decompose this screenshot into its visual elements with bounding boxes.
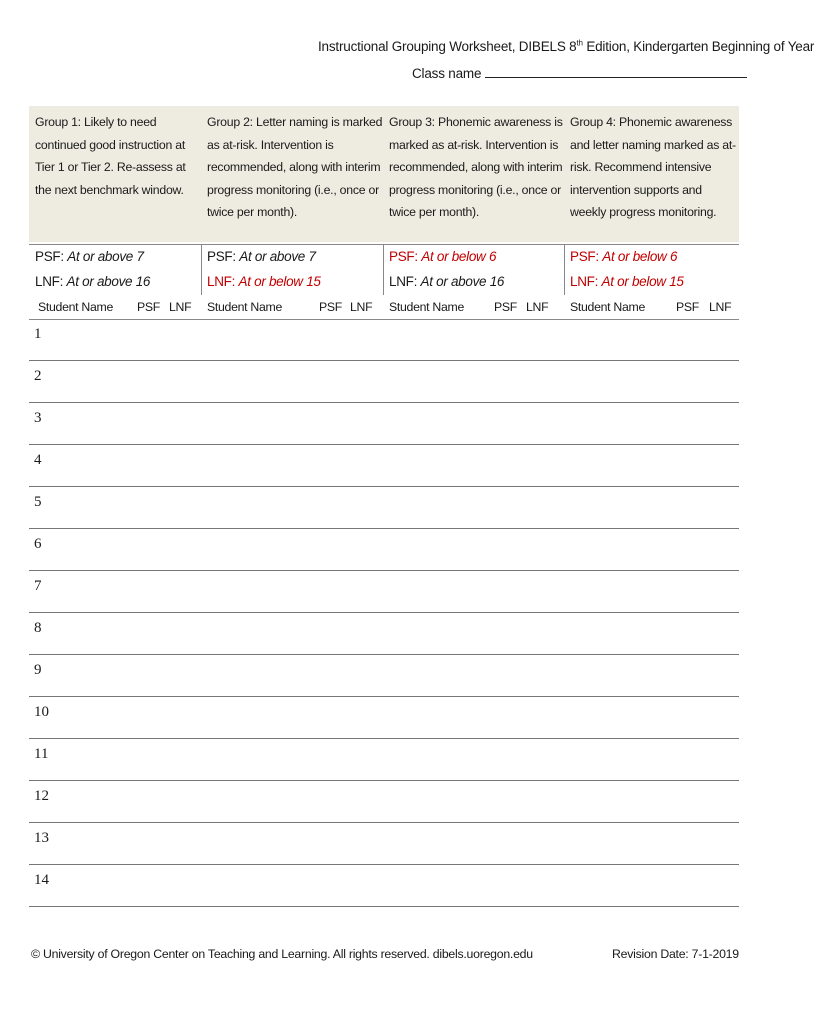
group-2-lnf-criterion: LNF: At or below 15	[207, 274, 321, 289]
table-row[interactable]	[29, 654, 739, 697]
group-3-psf-criterion: PSF: At or below 6	[389, 249, 497, 264]
column-divider	[383, 245, 384, 295]
row-number: 14	[34, 872, 49, 888]
row-number: 11	[34, 746, 49, 762]
table-row[interactable]	[29, 738, 739, 781]
lnf-header: LNF	[350, 300, 373, 314]
table-row[interactable]	[29, 612, 739, 655]
student-name-header: Student Name	[570, 300, 646, 314]
student-name-header: Student Name	[389, 300, 465, 314]
table-row[interactable]	[29, 864, 739, 907]
group-2-description: Group 2: Letter naming is marked as at-risk. Intervention is recommended, along with interim progress monitoring (i.e., once or twice per month).	[207, 115, 383, 219]
table-row[interactable]	[29, 780, 739, 823]
class-name-label: Class name	[412, 66, 482, 81]
psf-header: PSF	[676, 300, 700, 314]
row-number: 7	[34, 578, 42, 594]
worksheet-title: Instructional Grouping Worksheet, DIBELS 8th Edition, Kindergarten Beginning of Year	[318, 38, 814, 54]
group-1-description: Group 1: Likely to need continued good instruction at Tier 1 or Tier 2. Re-assess at the next benchmark window.	[35, 115, 186, 197]
table-row[interactable]	[29, 528, 739, 571]
group-4-lnf-criterion: LNF: At or below 15	[570, 274, 684, 289]
class-name-line	[412, 64, 747, 81]
table-row[interactable]	[29, 318, 739, 361]
student-name-header: Student Name	[38, 300, 114, 314]
column-divider	[201, 245, 202, 295]
table-row[interactable]	[29, 486, 739, 529]
group-1-lnf-criterion: LNF: At or above 16	[35, 274, 151, 289]
criteria-section	[29, 244, 739, 320]
table-row[interactable]	[29, 444, 739, 487]
row-number: 6	[34, 536, 42, 552]
table-row[interactable]	[29, 402, 739, 445]
row-number: 12	[34, 788, 49, 804]
group-4-psf-criterion: PSF: At or below 6	[570, 249, 678, 264]
row-number: 5	[34, 494, 42, 510]
group-4-description: Group 4: Phonemic awareness and letter naming marked as at-risk. Recommend intensive intervention supports and weekly progress monitoring.	[570, 115, 736, 219]
row-number: 4	[34, 452, 42, 468]
table-row[interactable]	[29, 360, 739, 403]
row-number: 3	[34, 410, 42, 426]
group-2-psf-criterion: PSF: At or above 7	[207, 249, 316, 264]
psf-header: PSF	[319, 300, 343, 314]
row-number: 8	[34, 620, 42, 636]
psf-header: PSF	[494, 300, 518, 314]
psf-header: PSF	[137, 300, 161, 314]
table-row[interactable]	[29, 570, 739, 613]
column-divider	[564, 245, 565, 295]
table-row[interactable]	[29, 822, 739, 865]
group-1-psf-criterion: PSF: At or above 7	[35, 249, 144, 264]
copyright-footer: © University of Oregon Center on Teaching and Learning. All rights reserved. dibels.uoregon.edu	[31, 947, 533, 961]
row-number: 9	[34, 662, 42, 678]
student-name-header: Student Name	[207, 300, 283, 314]
group-descriptions-panel	[29, 106, 739, 242]
row-number: 2	[34, 368, 42, 384]
table-row[interactable]	[29, 696, 739, 739]
lnf-header: LNF	[169, 300, 192, 314]
group-3-lnf-criterion: LNF: At or above 16	[389, 274, 505, 289]
class-name-blank	[485, 64, 747, 78]
row-number: 13	[34, 830, 49, 846]
revision-date: Revision Date: 7-1-2019	[612, 947, 739, 961]
row-number: 1	[34, 326, 42, 342]
group-3-description: Group 3: Phonemic awareness is marked as at-risk. Intervention is recommended, along with interim progress monitoring (i.e., once or twice per month).	[389, 115, 563, 219]
lnf-header: LNF	[526, 300, 549, 314]
row-number: 10	[34, 704, 49, 720]
lnf-header: LNF	[709, 300, 732, 314]
